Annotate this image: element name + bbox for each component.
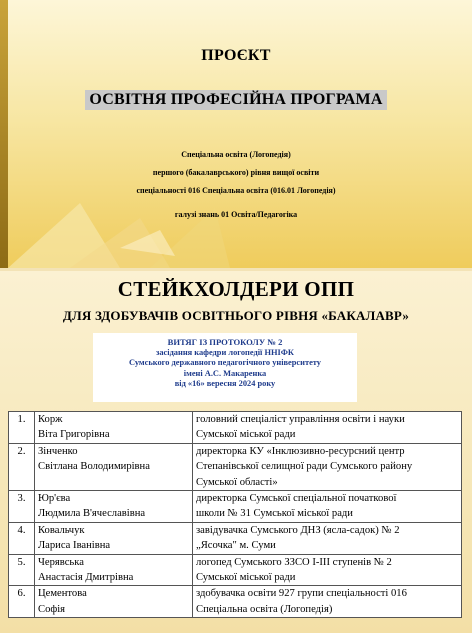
slide-1-subtitle: ОСВІТНЯ ПРОФЕСІЙНА ПРОГРАМА: [85, 90, 386, 110]
position-line: „Ясочка" м. Суми: [196, 540, 276, 552]
stakeholder-given-name: Лариса Іванівна: [38, 540, 111, 552]
table-row: [9, 491, 462, 523]
stakeholder-position: [193, 522, 462, 554]
stakeholder-surname: Черявська: [38, 556, 84, 568]
position-line: Сумської міської ради: [196, 429, 296, 441]
table-row: [9, 554, 462, 586]
protocol-extract-title: ВИТЯГ ІЗ ПРОТОКОЛУ № 2: [167, 337, 283, 347]
slide-2-title: СТЕЙКХОЛДЕРИ ОПП: [117, 277, 355, 301]
stakeholder-given-name: Світлана Володимирівна: [38, 461, 150, 473]
position-line: здобувачка освіти 927 групи спеціальності 016: [196, 588, 407, 600]
position-line: головний спеціаліст управління освіти і науки: [196, 414, 405, 425]
program-line: спеціальності 016 Спеціальна освіта (016.01 Логопедія): [136, 186, 336, 195]
program-line: першого (бакалаврського) рівня вищої освіти: [152, 168, 320, 177]
stakeholder-surname: Цементова: [38, 588, 87, 600]
slide-2: [0, 271, 472, 633]
position-line: директорка КУ «Інклюзивно-ресурсний центр: [196, 445, 405, 457]
decorative-triangles: [0, 148, 230, 268]
position-line: Степанівської селищної ради Сумського району: [196, 461, 413, 473]
slide-1-title: ПРОЄКТ: [201, 47, 271, 64]
stakeholder-name: [35, 412, 193, 444]
row-number: 1.: [9, 412, 35, 444]
position-line: директорка Сумської спеціальної початкової: [196, 493, 397, 505]
stakeholder-surname: Юр'єва: [38, 493, 71, 505]
stakeholder-name: [35, 586, 193, 618]
stakeholder-given-name: Анастасія Дмитрівна: [38, 572, 134, 584]
position-line: Сумської міської ради: [196, 572, 296, 584]
stakeholder-position: [193, 491, 462, 523]
table-row: [9, 522, 462, 554]
program-line: галузі знань 01 Освіта/Педагогіка: [174, 210, 298, 219]
position-line: завідувачка Сумського ДНЗ (ясла-садок) № 2: [196, 524, 400, 536]
protocol-extract-line: імені А.С. Макаренка: [183, 368, 267, 378]
program-line: Спеціальна освіта (Логопедія): [181, 150, 291, 159]
table-row: [9, 586, 462, 618]
stakeholder-name: [35, 443, 193, 490]
position-line: Сумської області»: [196, 476, 278, 488]
position-line: Спеціальна освіта (Логопедія): [196, 603, 333, 615]
slide-2-subtitle: ДЛЯ ЗДОБУВАЧІВ ОСВІТНЬОГО РІВНЯ «БАКАЛАВР»: [62, 308, 410, 323]
protocol-extract-line: засідання кафедри логопедії ННІФК: [155, 347, 295, 357]
row-number: 3.: [9, 491, 35, 523]
protocol-extract-line: від «16» вересня 2024 року: [174, 379, 276, 388]
stakeholder-surname: Корж: [38, 414, 63, 425]
stakeholder-name: [35, 554, 193, 586]
position-line: школи № 31 Сумської міської ради: [196, 508, 353, 520]
row-number: 4.: [9, 522, 35, 554]
stakeholders-table: [8, 411, 462, 618]
stakeholder-position: [193, 554, 462, 586]
stakeholder-given-name: Людмила В'ячеславівна: [38, 508, 146, 520]
stakeholder-position: [193, 586, 462, 618]
stakeholder-position: [193, 412, 462, 444]
stakeholder-given-name: Віта Григорівна: [38, 429, 110, 441]
row-number: 5.: [9, 554, 35, 586]
slide-1: [0, 0, 472, 268]
stakeholder-position: [193, 443, 462, 490]
stakeholder-surname: Зінченко: [38, 445, 78, 457]
stakeholder-name: [35, 491, 193, 523]
protocol-extract: [93, 333, 357, 402]
table-row: [9, 412, 462, 444]
protocol-extract-line: Сумського державного педагогічного університету: [128, 358, 321, 367]
row-number: 2.: [9, 443, 35, 490]
stakeholder-surname: Ковальчук: [38, 524, 85, 536]
table-row: [9, 443, 462, 490]
stakeholder-given-name: Софія: [38, 603, 66, 615]
position-line: логопед Сумського ЗЗСО І-ІІІ ступенів № 2: [196, 556, 392, 568]
row-number: 6.: [9, 586, 35, 618]
stakeholder-name: [35, 522, 193, 554]
